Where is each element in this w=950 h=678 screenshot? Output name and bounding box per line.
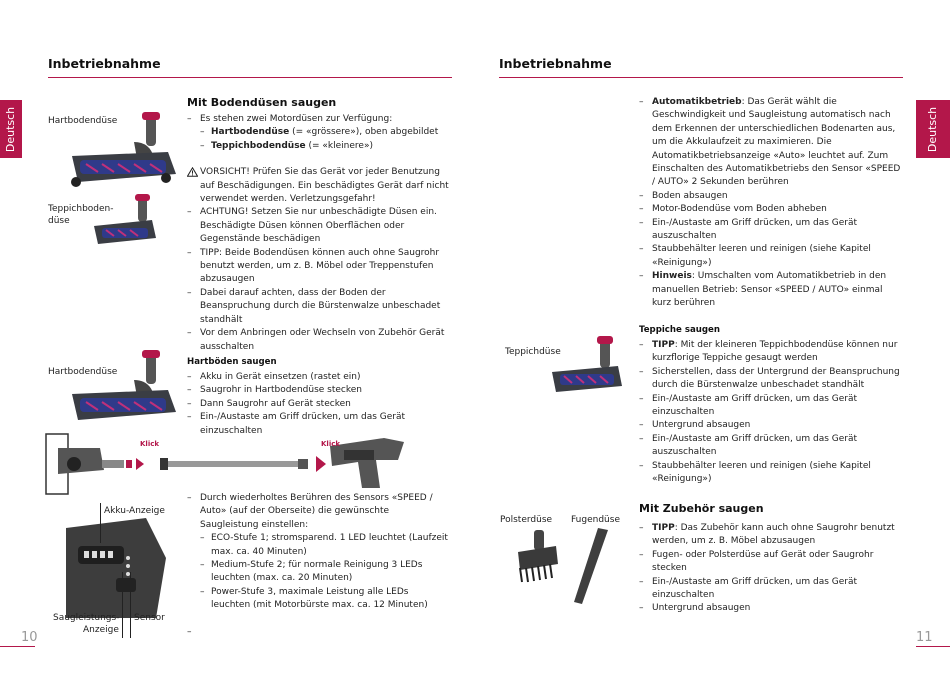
right-footer-rule <box>916 646 950 647</box>
list-item-text: Fugen- oder Polsterdüse auf Gerät oder Saugrohr stecken <box>652 549 874 574</box>
list-item <box>187 206 449 246</box>
list-item-text: : Umschalten vom Automatikbetrieb in den manuellen Betrieb: Sensor «SPEED / AUTO» einmal kurz berühren <box>652 271 887 309</box>
list-item <box>639 217 903 244</box>
assembly-diagram <box>44 430 414 498</box>
list-item <box>639 243 903 270</box>
list-item-text: Ein-/Austaste am Griff drücken, um das Gerät einzuschalten <box>200 412 406 436</box>
list-item <box>639 96 903 190</box>
sensor-pointer-line <box>130 572 131 638</box>
list-item-text: Sicherstellen, dass der Untergrund der Beanspruchung durch die Bürstenwalze unbeschadet standhält <box>652 366 900 391</box>
nozzle-sublist <box>200 126 449 153</box>
list-item-text: Durch wiederholtes Berühren des Sensors «SPEED / Auto» (auf der Oberseite) die gewünschte Saugleistung einstellen: <box>200 493 433 530</box>
section-title-teppiche: Teppiche saugen <box>639 325 720 335</box>
list-item <box>639 549 903 576</box>
list-item <box>639 522 903 549</box>
list-item-text: Vor dem Anbringen oder Wechseln von Zubehör Gerät ausschalten <box>200 328 445 352</box>
label-akku-anzeige: Akku-Anzeige <box>104 506 165 516</box>
hartboden-nozzle-image-1 <box>68 112 178 192</box>
list-item <box>639 366 903 393</box>
list-item <box>187 371 437 384</box>
label-saugleistung-2: Anzeige <box>83 625 119 635</box>
list-item-text: ACHTUNG! Setzen Sie nur unbeschädigte Düsen ein. Beschädigte Düsen können Oberflächen oder Gegenstände beschädigen <box>200 207 437 245</box>
list-item <box>639 190 903 203</box>
section-title-hartboeden: Hartböden saugen <box>187 357 277 367</box>
label-hartbodenduese-2: Hartbodendüse <box>48 367 118 377</box>
list-item-bold: TIPP <box>652 523 675 533</box>
sublist-item <box>200 140 449 153</box>
trailing-dash: – <box>187 627 192 637</box>
list-item-text: Staubbehälter leeren und reinigen (siehe Kapitel «Reinigung») <box>652 460 871 485</box>
left-page-header: Inbetriebnahme <box>48 56 161 71</box>
right-side-tab-label: Deutsch <box>926 106 940 152</box>
left-header-rule <box>48 77 452 78</box>
list-item <box>187 398 437 411</box>
list-item-text: Dann Saugrohr auf Gerät stecken <box>200 398 351 409</box>
section-title-bodenduesen: Mit Bodendüsen saugen <box>187 96 337 109</box>
polster-nozzle-image <box>510 530 560 586</box>
left-side-tab-label: Deutsch <box>4 106 18 152</box>
list-item-text: Akku in Gerät einsetzen (rastet ein) <box>200 372 361 382</box>
label-teppichduese: Teppichdüse <box>505 347 561 357</box>
left-footer-rule <box>0 646 35 647</box>
list-item <box>639 602 903 615</box>
hartboeden-list <box>187 371 437 438</box>
label-klick-left: Klick <box>140 440 160 448</box>
list-item-text: Boden absaugen <box>652 190 728 201</box>
list-item-text: Untergrund absaugen <box>652 420 751 431</box>
right-header-rule <box>499 77 903 78</box>
list-item <box>639 270 903 310</box>
list-item-text: Ein-/Austaste am Griff drücken, um das Gerät auszuschalten <box>652 217 858 242</box>
sublist-item <box>200 559 449 586</box>
sublist-text: (= «kleinere») <box>305 140 373 151</box>
teppiche-list <box>639 339 903 486</box>
caution-item <box>187 166 449 206</box>
handle-closeup-image <box>66 518 166 618</box>
label-fugenduese: Fugendüse <box>571 515 620 525</box>
list-item <box>639 576 903 603</box>
warning-triangle-icon <box>187 167 198 177</box>
sublist-text: ECO-Stufe 1; stromsparend. 1 LED leuchtet (Laufzeit max. ca. 40 Minuten) <box>211 533 448 557</box>
akku-pointer-line <box>100 503 101 543</box>
left-page-number: 10 <box>21 630 38 645</box>
left-side-tab <box>0 100 22 158</box>
sublist-text: Medium-Stufe 2; für normale Reinigung 3 LEDs leuchten (max. ca. 20 Minuten) <box>211 560 423 584</box>
list-item <box>187 287 449 327</box>
list-item <box>639 393 903 420</box>
teppich-nozzle-image-1 <box>90 194 160 254</box>
list-item-text: Untergrund absaugen <box>652 603 751 614</box>
fugen-nozzle-image <box>568 528 618 608</box>
list-item-text: : Mit der kleineren Teppichbodendüse können nur kurzflorige Teppiche gesaugt werden <box>652 340 898 364</box>
saugleistung-list <box>187 492 449 613</box>
right-page-header: Inbetriebnahme <box>499 56 612 71</box>
list-item-text: Motor-Bodendüse vom Boden abheben <box>652 204 827 215</box>
sublist-item <box>200 586 449 613</box>
label-teppichboden-2: düse <box>48 216 70 226</box>
section-title-zubehoer: Mit Zubehör saugen <box>639 502 764 515</box>
sublist-bold: Hartbodendüse <box>211 127 290 138</box>
zubehoer-list <box>639 522 903 616</box>
right-side-tab <box>916 100 950 158</box>
list-item-text: Ein-/Austaste am Griff drücken, um das Gerät einzuschalten <box>652 576 858 601</box>
label-sensor: Sensor <box>134 613 165 623</box>
sublist-text: Power-Stufe 3, maximale Leistung alle LEDs leuchten (mit Motorbürste max. ca. 12 Minuten) <box>211 586 428 611</box>
list-item <box>639 460 903 487</box>
label-polsterduese: Polsterdüse <box>500 515 553 525</box>
caution-text: VORSICHT! Prüfen Sie das Gerät vor jeder Benutzung auf Beschädigungen. Ein beschädigtes Gerät darf nicht verwendet werden. Verletzungsgefahr! <box>200 167 449 205</box>
sublist-item <box>200 126 449 139</box>
label-teppichboden-1: Teppichboden- <box>48 204 114 214</box>
right-page-number: 11 <box>916 630 933 645</box>
list-item-text: : Das Zubehör kann auch ohne Saugrohr benutzt werden, um z. B. Möbel abzusaugen <box>652 523 895 547</box>
list-item-bold: Hinweis <box>652 271 692 282</box>
sublist-item <box>200 532 449 559</box>
list-item-text: Staubbehälter leeren und reinigen (siehe Kapitel «Reinigung») <box>652 244 871 268</box>
list-item <box>639 433 903 460</box>
list-item-text: TIPP: Beide Bodendüsen können auch ohne Saugrohr benutzt werden, um z. B. Möbel oder Treppenstufen abzusaugen <box>200 247 440 285</box>
automatik-list <box>639 96 903 311</box>
list-item <box>187 113 449 153</box>
sublist-text: (= «grössere»), oben abgebildet <box>289 127 439 138</box>
list-item-text: Ein-/Austaste am Griff drücken, um das Gerät einzuschalten <box>652 393 858 418</box>
list-item <box>187 327 449 354</box>
list-item-text: Ein-/Austaste am Griff drücken, um das Gerät auszuschalten <box>652 433 858 458</box>
hartboden-nozzle-image-2 <box>68 350 178 430</box>
power-level-sublist <box>200 532 449 612</box>
sublist-bold: Teppichbodendüse <box>211 140 306 151</box>
list-item <box>187 247 449 287</box>
list-item-text: Es stehen zwei Motordüsen zur Verfügung: <box>200 114 393 124</box>
list-item <box>187 492 449 613</box>
teppich-nozzle-image-2 <box>548 336 628 402</box>
label-klick-right: Klick <box>321 440 341 448</box>
label-hartbodenduese-1: Hartbodendüse <box>48 116 118 126</box>
list-item <box>639 419 903 432</box>
list-item-bold: Automatikbetrieb <box>652 97 742 107</box>
label-saugleistung-1: Saugleistungs- <box>53 613 120 623</box>
list-item-bold: TIPP <box>652 340 675 350</box>
list-item-text: Dabei darauf achten, dass der Boden der Beanspruchung durch die Bürstenwalze unbeschadet standhält <box>200 287 441 325</box>
list-item-text: Saugrohr in Hartbodendüse stecken <box>200 385 363 396</box>
list-item <box>639 339 903 366</box>
list-item-text: : Das Gerät wählt die Geschwindigkeit und Saugleistung automatisch nach dem Erkennen der unterschiedlichen Bodenarten aus, um die Akkulaufzeit zu maximieren. Die Automatikbetriebsanzeige «Auto» leuchtet auf. Zum Einschalten des Automatikbetriebs den Sensor «SPEED / AUTO» 2 Sekunden berühren <box>652 97 901 188</box>
bodenduesen-list <box>187 113 449 354</box>
list-item <box>639 203 903 216</box>
saugleistung-pointer-line <box>122 572 123 638</box>
list-item <box>187 411 437 438</box>
list-item <box>187 384 437 397</box>
